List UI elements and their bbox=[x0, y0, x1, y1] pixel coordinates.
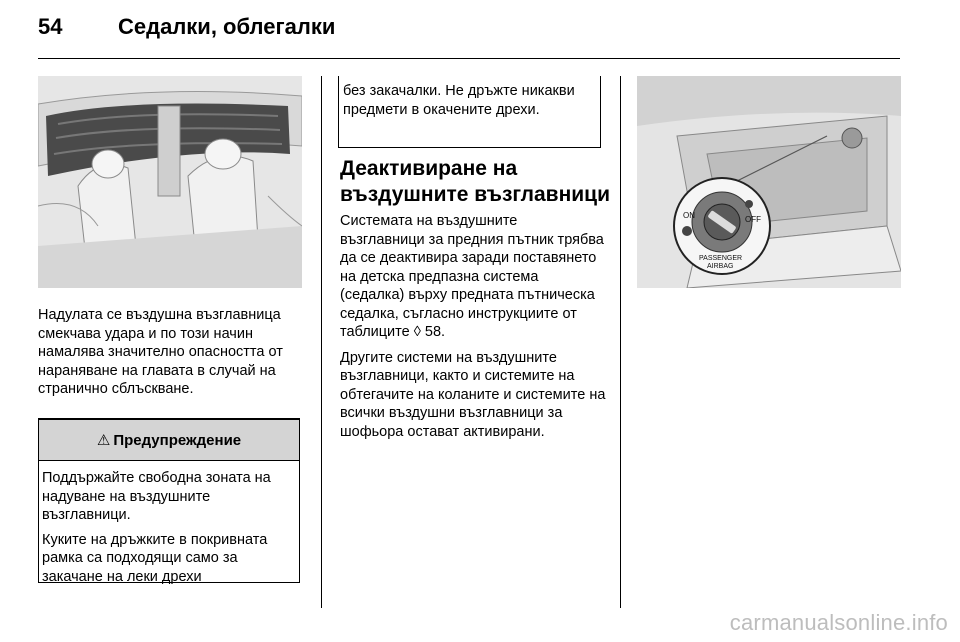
column-separator-right bbox=[620, 76, 621, 608]
page-title: Седалки, облегалки bbox=[118, 14, 336, 39]
page-number: 54 bbox=[38, 14, 63, 39]
warning-paragraph: Куките на дръжките в покривната рамка са подходящи само за закачане на леки дрехи bbox=[42, 531, 268, 585]
warning-box bbox=[38, 418, 300, 583]
warning-triangle-icon: ⚠ bbox=[96, 432, 111, 449]
warning-box-continued bbox=[338, 76, 601, 148]
deactivation-text bbox=[340, 212, 606, 448]
warning-continued-text: без закачалки. Не дръжте никакви предмети в окачените дрехи. bbox=[343, 83, 575, 118]
switch-label-passenger: PASSENGER bbox=[699, 255, 743, 262]
header-rule bbox=[38, 58, 900, 59]
warning-paragraph: Поддържайте свободна зоната на надуване на въздушните възглавници. bbox=[42, 470, 271, 523]
airbag-switch-illustration bbox=[637, 76, 901, 288]
switch-label-airbag: AIRBAG bbox=[707, 263, 734, 270]
switch-label-off: OFF bbox=[745, 215, 761, 224]
paragraph: Другите системи на въздушните възглавници, както и системите на обтегачите на коланите и системите на всички въздушни възглавници за шофьора остават активирани. bbox=[340, 349, 606, 440]
watermark: carmanualsonline.info bbox=[729, 610, 948, 635]
warning-body bbox=[39, 461, 299, 586]
paragraph: Системата на въздушните възглавници за предния пътник трябва да се деактивира заради поставянето на детска предпазна система (седалка) върху предната пътническа седалка, съгласно инструкциите от таблиците ◊ 58. bbox=[340, 213, 604, 340]
curtain-airbag-description bbox=[38, 306, 304, 406]
column-separator-left bbox=[321, 76, 322, 608]
warning-title: Предупреждение bbox=[113, 431, 242, 449]
section-title: Деактивиране на въздушните възглавници bbox=[340, 157, 610, 206]
paragraph: Надулата се въздушна възглавница смекчава удара и по този начин намалява значително опасността от нараняване на главата в случай на странично сблъскване. bbox=[38, 307, 283, 397]
curtain-airbag-illustration bbox=[38, 76, 302, 288]
switch-label-on: ON bbox=[683, 211, 695, 220]
warning-header bbox=[39, 420, 299, 461]
